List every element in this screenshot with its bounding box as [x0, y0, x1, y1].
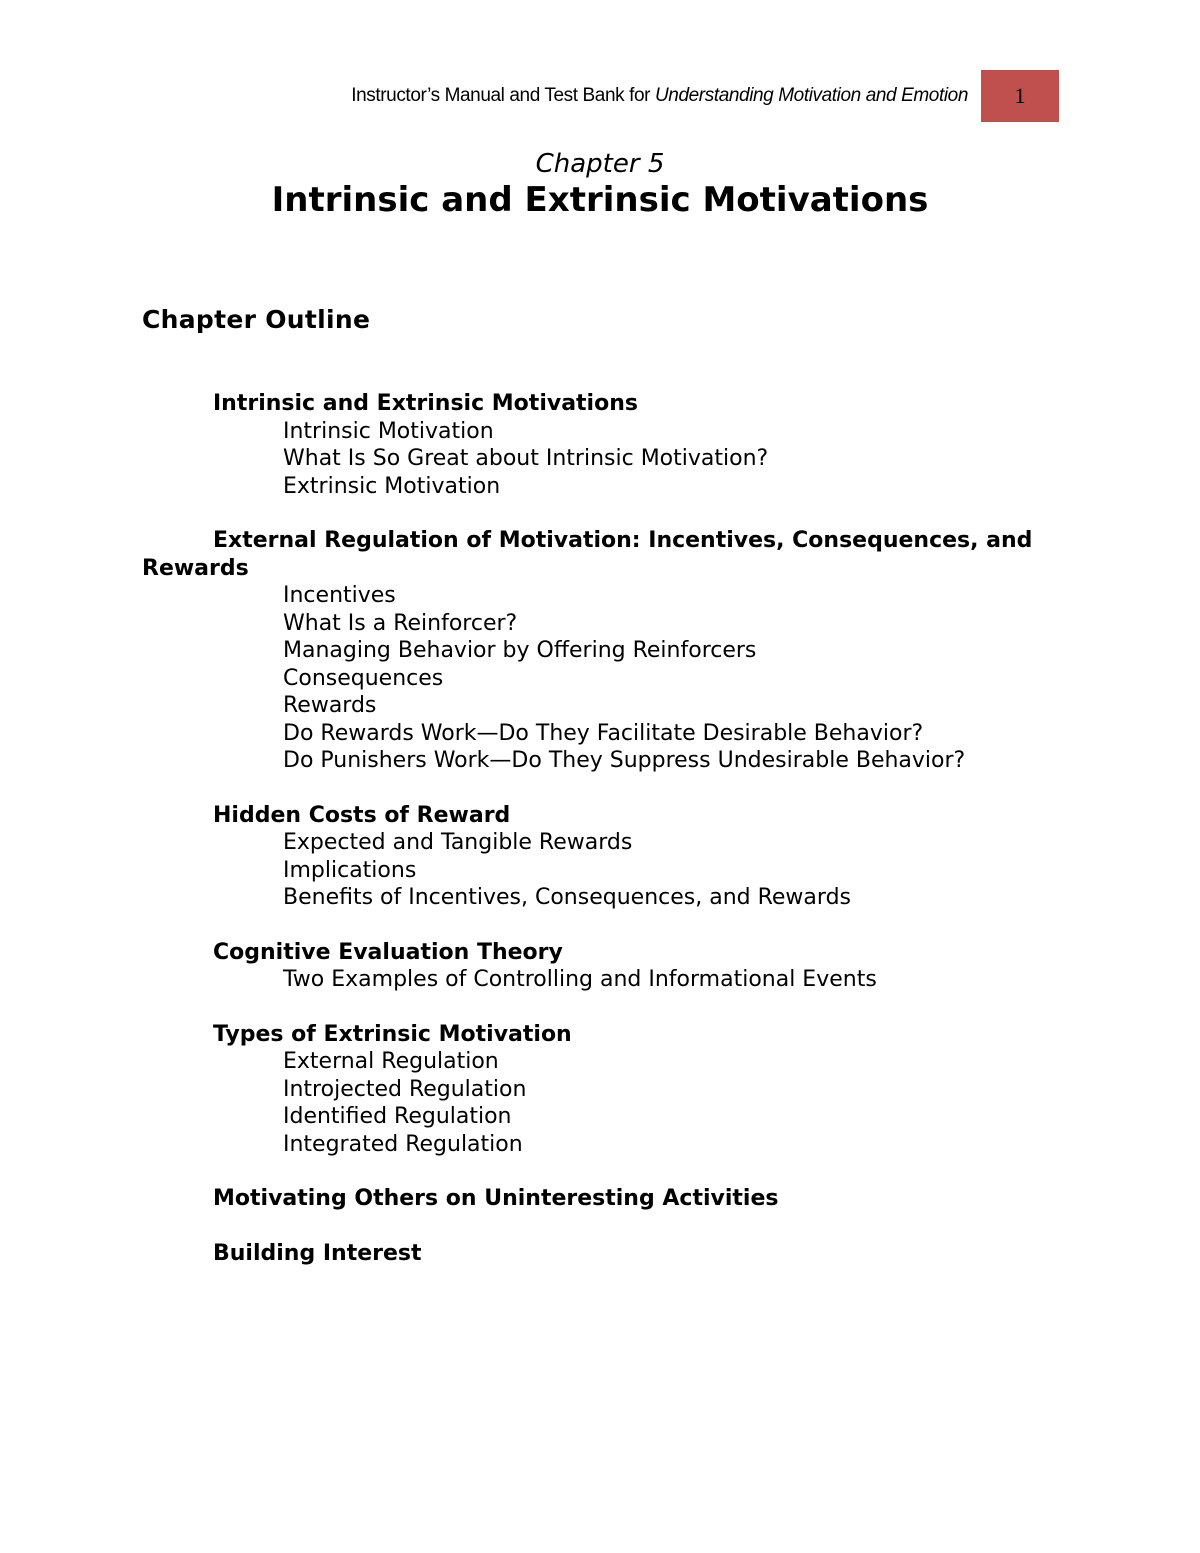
subsection-item: External Regulation	[283, 1049, 499, 1074]
subsection-item: Implications	[283, 857, 417, 883]
header-book-title: Understanding Motivation and Emotion	[654, 85, 968, 106]
subsection-item: Identified Regulation	[283, 1104, 512, 1129]
outline-section	[142, 527, 1062, 775]
subsection-item: What Is a Reinforcer?	[283, 610, 518, 636]
subsection-item: Introjected Regulation	[283, 1076, 527, 1102]
outline-section	[142, 390, 1062, 500]
chapter-number: Chapter 5	[535, 149, 665, 179]
section-title: Building Interest	[213, 1240, 422, 1266]
page-header	[0, 70, 1200, 122]
section-title: Cognitive Evaluation Theory	[213, 939, 563, 965]
outline-section	[142, 1240, 1062, 1268]
subsection-item: Integrated Regulation	[283, 1131, 523, 1157]
running-header	[351, 84, 968, 108]
subsection-item: Intrinsic Motivation	[283, 418, 494, 444]
subsection-item: Extrinsic Motivation	[283, 473, 501, 499]
section-title: Motivating Others on Uninteresting Activities	[213, 1186, 779, 1211]
section-title: External Regulation of Motivation: Incentives, Consequences, and Rewards	[142, 528, 1033, 581]
section-title: Types of Extrinsic Motivation	[213, 1021, 572, 1047]
subsection-item: Incentives	[283, 583, 396, 608]
subsection-item: Managing Behavior by Offering Reinforcers	[283, 638, 757, 663]
subsection-item: What Is So Great about Intrinsic Motivation?	[283, 446, 769, 471]
page-number: 1	[1014, 83, 1026, 108]
page-number-box	[981, 70, 1059, 122]
subsection-item: Two Examples of Controlling and Informational Events	[283, 967, 877, 992]
subsection-item: Benefits of Incentives, Consequences, and Rewards	[283, 885, 851, 910]
chapter-title: Intrinsic and Extrinsic Motivations	[271, 180, 929, 220]
outline-section	[142, 802, 1062, 912]
outline-section	[142, 1021, 1062, 1159]
subsection-item: Expected and Tangible Rewards	[283, 830, 633, 855]
section-title: Hidden Costs of Reward	[213, 802, 511, 828]
section-title: Intrinsic and Extrinsic Motivations	[213, 391, 638, 416]
subsection-item: Rewards	[283, 693, 377, 718]
subsection-item: Do Punishers Work—Do They Suppress Undesirable Behavior?	[283, 748, 966, 773]
header-text-prefix: Instructor’s Manual and Test Bank for	[351, 85, 655, 106]
subsection-item: Consequences	[283, 665, 444, 691]
chapter-outline	[142, 390, 1062, 1294]
outline-heading: Chapter Outline	[142, 305, 371, 334]
outline-section	[142, 939, 1062, 994]
outline-section	[142, 1185, 1062, 1213]
subsection-item: Do Rewards Work—Do They Facilitate Desirable Behavior?	[283, 720, 924, 746]
